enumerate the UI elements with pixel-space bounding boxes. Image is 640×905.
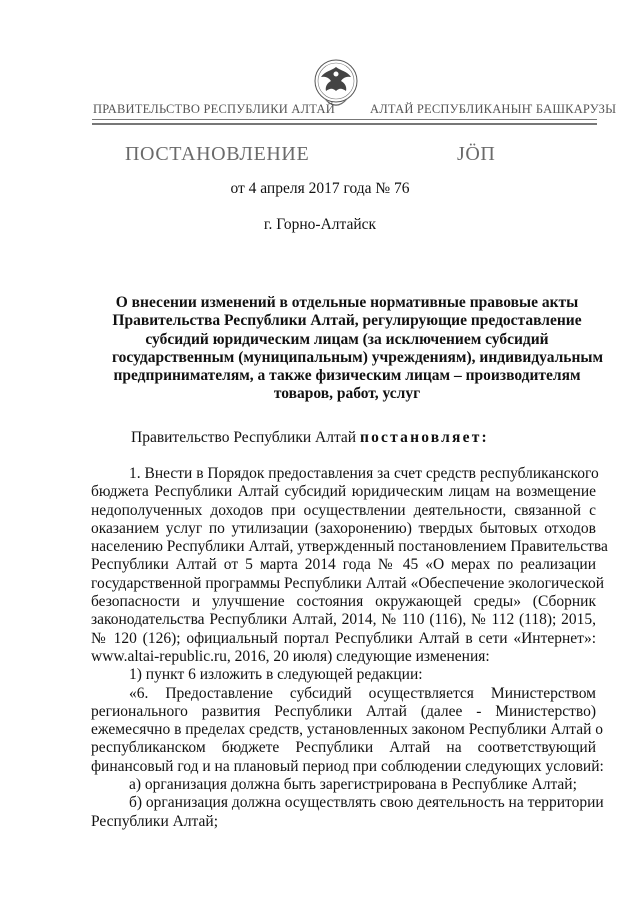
header-divider-thick <box>92 123 597 125</box>
title-line: товаров, работ, услуг <box>273 385 421 403</box>
item-1: 1) пункт 6 изложить в следующей редакции: <box>129 666 423 684</box>
body-line: www.altai-republic.ru, 2016, 20 июля) следующие изменения: <box>91 647 490 665</box>
condition-a: а) организация должна быть зарегистрирована в Республике Алтай; <box>129 776 577 794</box>
body-line: оказанием услуг по утилизации (захоронению) твердых бытовых отходов <box>91 519 596 537</box>
document-date: от 4 апреля 2017 года № 76 <box>230 180 410 197</box>
title-line: Правительства Республики Алтай, регулирующие предоставление <box>112 312 582 330</box>
body-line: недополученных доходов при осуществлении деятельности, связанной с <box>91 501 596 519</box>
body-line: 1. Внести в Порядок предоставления за счет средств республиканского <box>129 465 599 482</box>
body-line: финансовый год и на плановый период при соблюдении следующих условий: <box>91 757 604 775</box>
body-line: населению Республики Алтай, утвержденный постановлением Правительства <box>91 538 608 556</box>
document-city: г. Горно-Алтайск <box>263 216 377 233</box>
org-name-altai: АЛТАЙ РЕСПУБЛИКАНЫҤ БАШКАРУЗЫ <box>370 102 617 116</box>
body-line: бюджета Республики Алтай субсидий юридическим лицам на возмещение <box>91 483 596 501</box>
body-line: Республики Алтай от 5 марта 2014 года № 45 «О мерах по реализации <box>91 556 596 574</box>
preamble <box>131 429 489 447</box>
body-line: № 120 (126); официальный портал Республики Алтай в сети «Интернет»: <box>91 629 596 647</box>
document-body <box>91 465 608 831</box>
body-line: государственной программы Республики Алтай «Обеспечение экологической <box>91 574 604 592</box>
body-line: «6. Предоставление субсидий осуществляется Министерством <box>129 684 596 702</box>
doc-type-russian: ПОСТАНОВЛЕНИЕ <box>125 143 310 165</box>
body-line: безопасности и улучшение состояния окружающей среды» (Сборник <box>91 593 596 611</box>
header-divider-thin <box>92 119 597 120</box>
title-line: субсидий юридическим лицам (за исключением субсидий <box>145 330 549 348</box>
body-line: регионального развития Республики Алтай (далее - Министерство) <box>91 702 596 720</box>
title-line: предпринимателям, а также физическим лицам – производителям <box>113 367 581 385</box>
title-line: О внесении изменений в отдельные нормативные правовые акты <box>115 294 579 311</box>
org-name-russian: ПРАВИТЕЛЬСТВО РЕСПУБЛИКИ АЛТАЙ <box>93 102 335 116</box>
body-line: законодательства Республики Алтай, 2014, № 110 (116), № 112 (118); 2015, <box>91 611 596 629</box>
decree-word: постановляет: <box>359 429 489 446</box>
body-line: республиканском бюджете Республики Алтай на соответствующий <box>91 739 596 757</box>
preamble-text: Правительство Республики Алтай <box>131 429 360 446</box>
document-title <box>112 294 604 404</box>
title-line: государственным (муниципальным) учреждениям), индивидуальным <box>112 348 604 366</box>
body-line: ежемесячно в пределах средств, установленных законом Республики Алтай о <box>91 721 604 739</box>
body-line: Республики Алтай; <box>91 812 219 830</box>
doc-type-altai: ЈÖП <box>457 143 496 165</box>
condition-b: б) организация должна осуществлять свою деятельность на территории <box>129 794 604 812</box>
